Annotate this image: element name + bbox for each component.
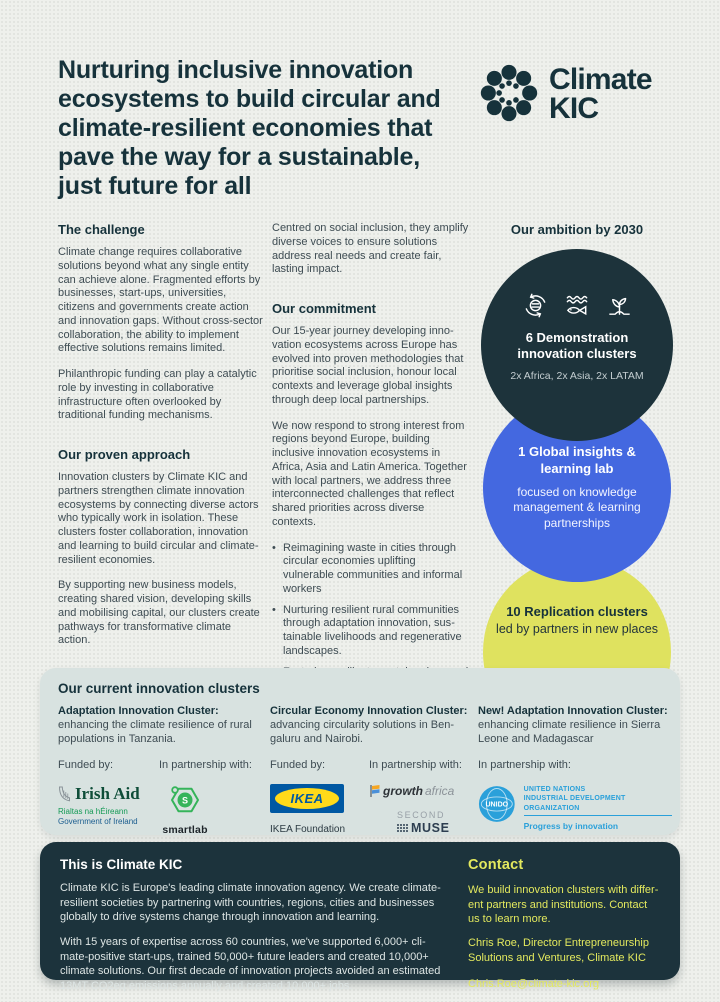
challenge-heading: The challenge [58,222,145,237]
growthafrica-flag-icon [369,784,381,798]
logo-word-kic: KIC [549,92,599,126]
smartlab-hexagon-icon [166,784,204,816]
climate-kic-logo-text [549,65,652,124]
cluster-new-title: New! Adaptation Innovation Cluster: [478,705,668,717]
irish-aid-government: Government of Ireland [58,817,138,826]
ambition-heading: Our ambition by 2030 [510,222,644,237]
smartlab-logo [159,784,211,836]
demonstration-clusters-title: 6 Demonstration innovation clusters [517,329,637,361]
cluster-bengaluru-description: advancing circularity solutions in Bengaluru and Nairobi. [270,718,455,745]
current-clusters-heading: Our current innovation clusters [58,681,260,696]
commitment-paragraph-1: Our 15-year journey developing innovation ecosystems across Europe has evolved into proven methodologies that prioritise social inclusion, honour local contexts and leverage global insights through deep local partnerships. [272,325,464,406]
inclusion-paragraph: Centred on social inclusion, they amplify diverse voices to ensure solutions address real needs and create fair, lasting impact. [272,222,469,276]
ocean-fish-icon [564,292,591,319]
cluster-tanzania-text [58,705,260,759]
contact-heading: Contact [468,857,524,873]
footer-about-paragraph-2: With 15 years of expertise across 60 countries, we've supported 6,000+ climate-positive start-ups, trained 50,000+ future leaders and created 10,000+ climate solutions. Our first decade of innovation projects avoided an estimated 13MT CO2eq emissions annually and created 10,000+ jobs. [60,935,441,992]
partnership-label: In partnership with: [159,759,252,771]
svg-text:S: S [181,795,189,806]
secondmuse-dots-icon [397,824,408,832]
commitment-heading: Our commitment [272,301,377,316]
approach-heading: Our proven approach [58,447,191,462]
cluster-bengaluru-title: Circular Economy Innovation Cluster: [270,705,468,717]
harp-icon [58,786,71,803]
ikea-wordmark: IKEA [290,791,324,806]
unido-tagline: Progress by innovation [523,821,619,832]
irish-aid-name: Irish Aid [75,784,140,803]
logo-word-climate: Climate [549,63,652,96]
global-insights-subtitle: focused on knowledge management & learning partnerships [513,484,641,531]
page-title: Nurturing inclusive innovation ecosystems to build circular and climate-resilient economies that pave the way for a sustainable, just future for all [58,56,441,200]
svg-text:UNIDO: UNIDO [485,801,509,809]
cluster-bengaluru-nairobi [270,705,468,836]
partnership-label: In partnership with: [478,759,571,771]
footer-contact-section [468,857,660,1002]
growthafrica-word-africa: africa [425,784,455,798]
unido-emblem-icon [478,784,516,824]
challenge-paragraph-1: Climate change requires collaborative solutions beyond what any single entity can achieve alone. Fragmented efforts by businesses, start-ups, universities, citizens and governments create action and innovation gaps. Without cross-sector collaboration, the ability to implement effective solutions remains limited. [58,246,263,355]
smartlab-label: smartlab [162,824,208,836]
approach-paragraph-1: Innovation clusters by Climate KIC and partners strengthen climate innovation ecosystems by connecting diverse actors who typically work in isolation. These clusters foster collaboration, innovation and learning to build circular and climate-resilient economies. [58,471,259,566]
footer-about-heading: This is Climate KIC [60,857,183,872]
commitment-paragraph-2: We now respond to strong interest from regions beyond Europe, building inclusive innovation ecosystems in Africa, Asia and Latin America. Together with local partners, we address three interconnected challenges that reflect shared priorities across diverse contexts. [272,419,467,528]
unido-logo [478,784,674,831]
contact-paragraph-1: We build innovation clusters with different partners and institutions. Contact us to learn more. [468,884,659,926]
growthafrica-word-growth: growth [383,784,423,798]
approach-paragraph-2: By supporting new business models, creating shared vision, developing skills and mobilising capital, our clusters create pathways for transformative climate action. [58,579,260,647]
climate-kic-logo [478,62,652,124]
unido-line-2: INDUSTRIAL DEVELOPMENT ORGANIZATION [523,795,626,812]
column-challenge [58,222,263,660]
partnership-label: In partnership with: [369,759,462,771]
replication-clusters-subtitle: led by partners in new places [496,622,658,637]
ikea-foundation-logo [270,784,369,835]
irish-aid-gaelic: Rialtas na hÉireann [58,807,128,816]
circular-economy-icon [522,292,549,319]
replication-clusters-title: 10 Replication clusters [506,604,648,619]
growthafrica-logo [369,784,468,798]
unido-rule [524,815,672,816]
cluster-sierra-leone-madagascar [478,705,674,836]
seedling-icon [606,292,633,319]
secondmuse-logo [397,810,468,835]
demonstration-clusters-subtitle: 2x Africa, 2x Asia, 2x LATAM [510,370,644,383]
column-commitment [272,222,469,714]
footer-panel [40,842,680,992]
unido-line-1: UNITED NATIONS [523,786,586,793]
ikea-logo-icon [270,784,344,813]
footer-about-paragraph-1: Climate KIC is Europe's leading climate innovation agency. We create climate-resilient societies by partnering with countries, regions, cities and businesses globally to drive systems change through innovation and learning. [60,882,441,924]
footer-about-section [60,857,444,1002]
ikea-foundation-caption: IKEA Foundation [270,824,346,835]
cluster-bengaluru-text [270,705,468,759]
contact-paragraph-2: Chris Roe, Director Entrepreneurship Solutions and Ventures, Climate KIC [468,936,649,964]
global-insights-title: 1 Global insights & learning lab [518,444,636,476]
cluster-tanzania-title: Adaptation Innovation Cluster: [58,705,219,717]
climate-kic-logo-icon [478,62,540,124]
funded-by-label: Funded by: [58,759,114,771]
secondmuse-word-second: SECOND [397,810,446,820]
demonstration-clusters-circle [481,249,673,441]
current-clusters-panel [40,668,680,835]
cluster-tanzania-description: enhancing the climate resilience of rural populations in Tanzania. [58,718,252,745]
cluster-new-description: enhancing climate resilience in Sierra Leone and Madagascar [478,718,661,745]
contact-email-link[interactable]: Chris.Roe@climate-kic.org [468,978,599,991]
bullet-item: • Nurturing resilient rural communities through adaptation innovation, sustainable livelihoods and regenerative landscapes. [272,604,469,659]
funded-by-label: Funded by: [270,759,326,771]
bullet-item: • Reimagining waste in cities through circular economies uplifting vulnerable communities and informal workers [272,542,469,597]
cluster-tanzania [58,705,260,836]
challenge-paragraph-2: Philanthropic funding can play a catalytic role by investing in collaborative infrastructure often overlooked by traditional funding mechanisms. [58,368,257,422]
cluster-new-text [478,705,674,759]
secondmuse-word-muse: MUSE [411,821,450,835]
irish-aid-logo [58,784,159,826]
ambition-icon-row [522,292,633,319]
